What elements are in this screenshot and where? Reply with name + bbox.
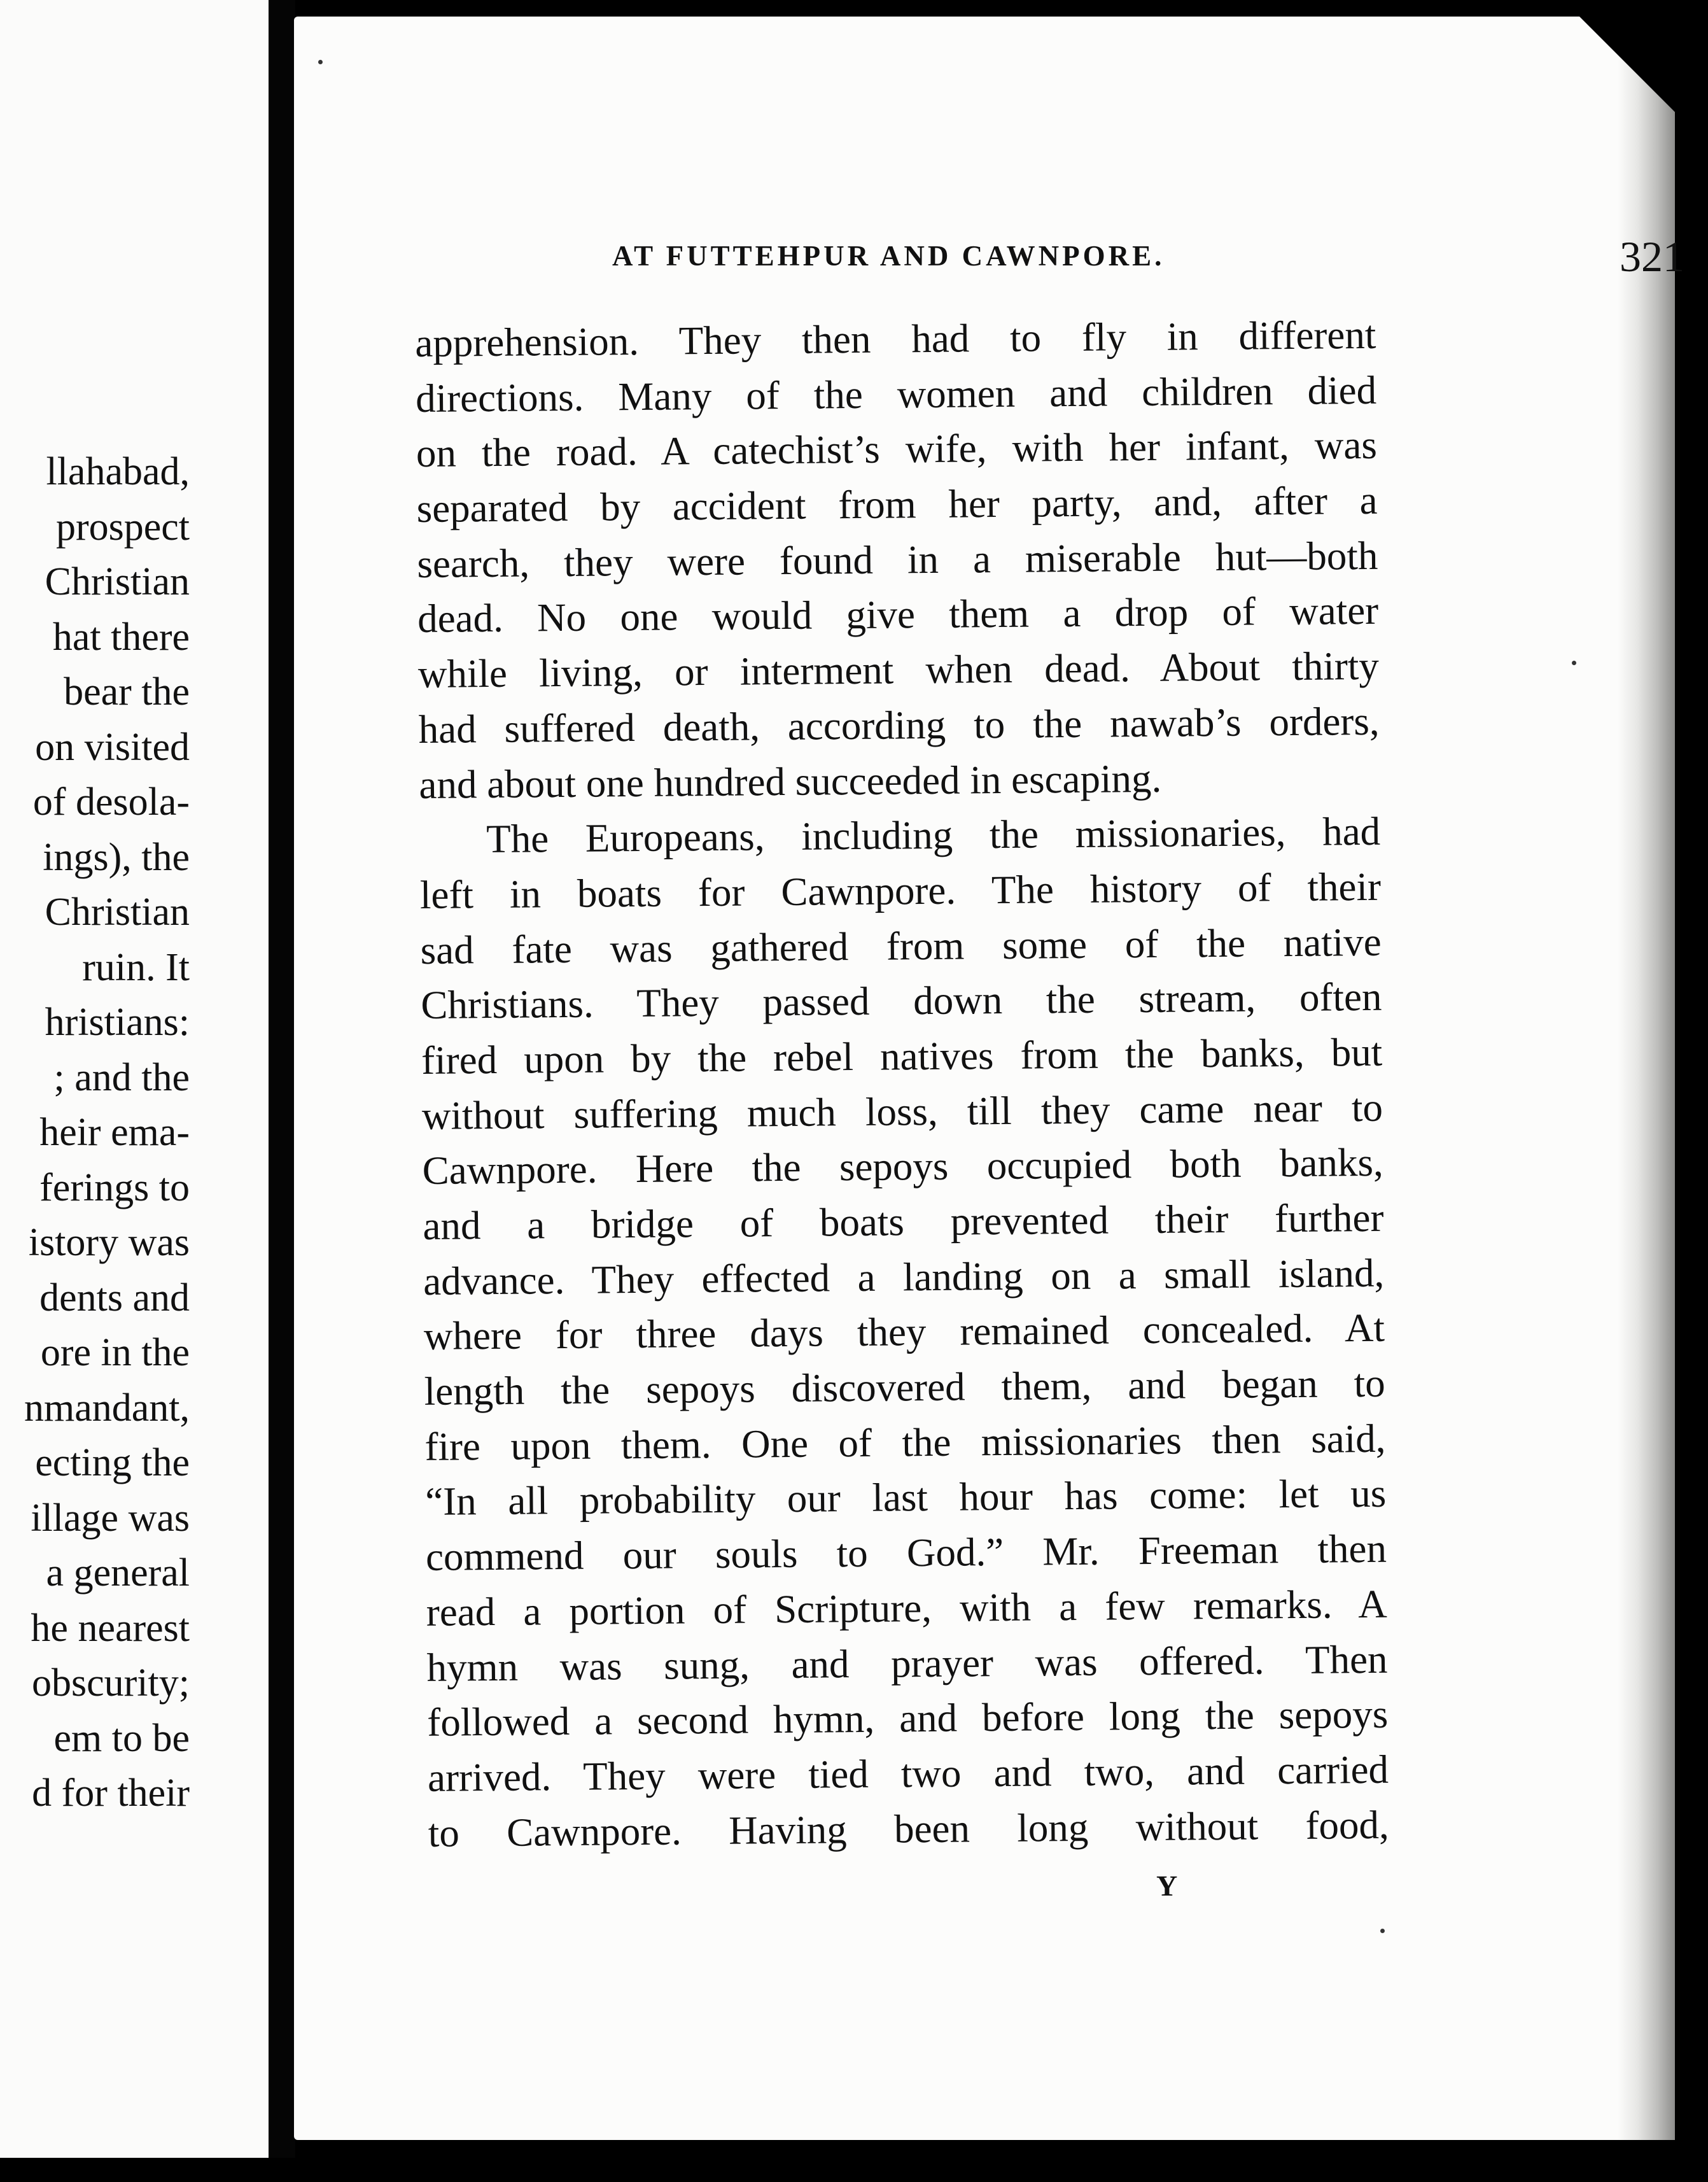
- left-text-line: he nearest: [31, 1606, 190, 1650]
- body-text-line: without suffering much loss, till they came near to: [421, 1085, 1383, 1138]
- body-text-line: search, they were found in a miserable hut—both: [417, 533, 1378, 586]
- body-text-line: where for three days they remained concealed. At: [423, 1306, 1385, 1359]
- left-text-line: Christian: [45, 560, 190, 603]
- book-gutter: [269, 0, 295, 2158]
- left-text-line: a general: [46, 1551, 190, 1594]
- body-text-line: while living, or interment when dead. About thirty: [417, 643, 1380, 697]
- left-page: [0, 0, 269, 2158]
- page-number: 321: [1620, 232, 1684, 281]
- left-text-line: istory was: [28, 1221, 190, 1264]
- body-text-line: left in boats for Cawnpore. The history of their: [419, 864, 1382, 917]
- left-text-line: heir ema-: [39, 1111, 190, 1154]
- left-text-line: ore in the: [40, 1331, 190, 1374]
- left-text-line: bear the: [64, 670, 190, 714]
- left-page-text: [24, 444, 190, 1821]
- left-text-line: d for their: [32, 1771, 190, 1815]
- body-text-line: directions. Many of the women and children died: [415, 367, 1377, 421]
- body-text-line: dead. No one would give them a drop of water: [417, 588, 1379, 642]
- running-head-title: AT FUTTEHPUR AND CAWNPORE.: [612, 240, 1165, 272]
- left-text-line: ings), the: [43, 835, 190, 879]
- left-text-line: llahabad,: [46, 450, 190, 493]
- left-text-line: prospect: [55, 505, 190, 549]
- body-text-line: followed a second hymn, and before long the sepoys: [426, 1691, 1389, 1745]
- body-text-line: hymn was sung, and prayer was offered. Then: [426, 1636, 1388, 1690]
- body-text-line: advance. They effected a landing on a small island,: [423, 1250, 1385, 1304]
- left-text-line: ; and the: [53, 1055, 190, 1099]
- body-text-line: sad fate was gathered from some of the native: [420, 919, 1382, 973]
- body-text-line: fire upon them. One of the missionaries then said,: [424, 1416, 1386, 1469]
- left-text-line: Christian: [45, 890, 190, 934]
- signature-mark: Y: [1156, 1869, 1178, 1902]
- body-text-line: commend our souls to God.” Mr. Freeman then: [425, 1526, 1387, 1580]
- body-text-line: and about one hundred succeeded in escaping.: [419, 756, 1162, 807]
- body-text: [415, 307, 1389, 1861]
- body-text-line: apprehension. They then had to fly in different: [415, 312, 1376, 365]
- body-text-line: “In all probability our last hour has come: let us: [424, 1471, 1387, 1524]
- body-text-line: length the sepoys discovered them, and began to: [424, 1360, 1385, 1414]
- dust-speck: [1380, 1929, 1385, 1933]
- left-text-line: nmandant,: [24, 1386, 190, 1430]
- body-text-line: to Cawnpore. Having been long without food,: [428, 1802, 1390, 1855]
- left-text-line: ecting the: [35, 1441, 190, 1484]
- left-text-line: of desola-: [32, 780, 190, 824]
- left-text-line: illage was: [31, 1496, 190, 1540]
- body-text-line: read a portion of Scripture, with a few remarks. A: [426, 1581, 1388, 1635]
- body-text-line: on the road. A catechist’s wife, with her infant, was: [416, 423, 1378, 476]
- left-text-line: em to be: [53, 1716, 190, 1760]
- page-edge-shadow: [1618, 17, 1675, 2140]
- dust-speck: [1572, 661, 1576, 665]
- left-text-line: on visited: [35, 725, 190, 769]
- left-text-line: dents and: [39, 1276, 190, 1320]
- body-text-line: separated by accident from her party, and, after a: [416, 477, 1378, 531]
- body-text-line: Cawnpore. Here the sepoys occupied both banks,: [422, 1140, 1383, 1193]
- left-text-line: obscurity;: [32, 1661, 190, 1705]
- page-corner-curl: [1579, 17, 1675, 112]
- body-text-line: Christians. They passed down the stream, often: [421, 975, 1382, 1028]
- dust-speck: [318, 60, 323, 64]
- left-text-line: hat there: [52, 615, 190, 659]
- body-text-line: fired upon by the rebel natives from the banks, but: [421, 1029, 1383, 1083]
- body-text-line: and a bridge of boats prevented their further: [423, 1195, 1384, 1248]
- body-text-line: The Europeans, including the missionaries, had: [486, 808, 1381, 862]
- right-page: [294, 17, 1684, 2140]
- left-text-line: hristians:: [45, 1001, 190, 1044]
- body-text-line: arrived. They were tied two and two, and carried: [427, 1747, 1389, 1800]
- running-head: [612, 232, 1684, 283]
- left-text-line: ferings to: [39, 1165, 190, 1209]
- left-text-line: ruin. It: [82, 945, 190, 989]
- body-text-line: had suffered death, according to the nawab’s orders,: [418, 698, 1380, 752]
